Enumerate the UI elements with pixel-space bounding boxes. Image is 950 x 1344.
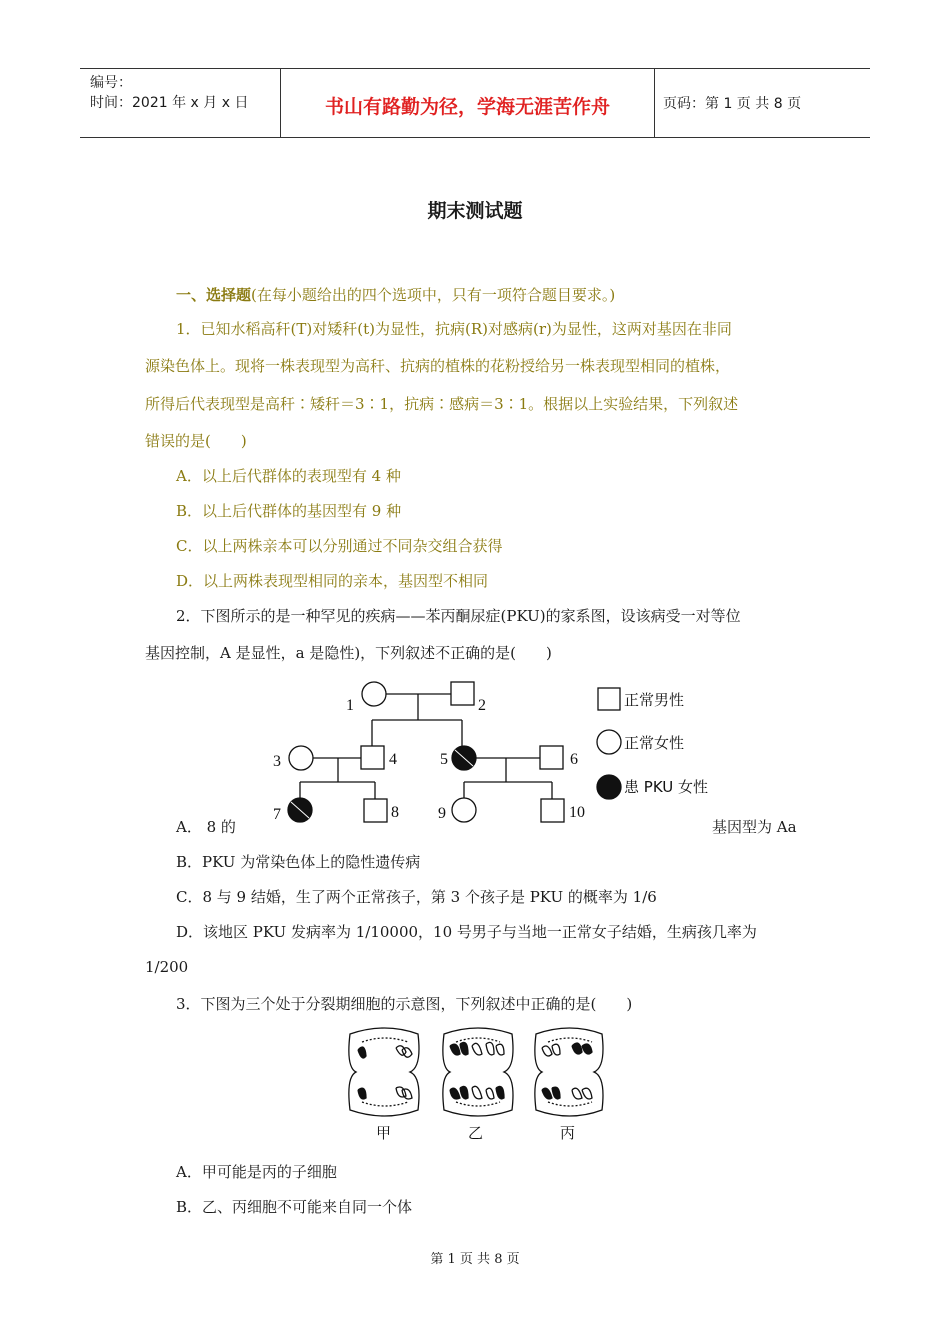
legend-male-symbol [598,688,620,710]
individual-2 [451,682,474,705]
label-8: 8 [391,804,399,821]
individual-4 [361,746,384,769]
q3-line-1: 3．下图为三个处于分裂期细胞的示意图，下列叙述中正确的是( ) [176,995,633,1013]
cell-label-yi: 乙 [468,1124,484,1142]
section-heading [176,284,615,305]
section-title: 一、选择题 [176,286,252,304]
label-10: 10 [569,804,585,821]
label-3: 3 [273,753,281,770]
motto: 书山有路勤为径，学海无涯苦作舟 [324,95,610,118]
header-middle [280,69,655,137]
legend-affected-label: 患 PKU 女性 [624,778,708,796]
legend-female-symbol [597,730,621,754]
q2-option-b: B．PKU 为常染色体上的隐性遗传病 [176,853,421,871]
time-label: 时间：2021 年 x 月 x 日 [90,95,249,111]
q2-option-c: C．8 与 9 结婚，生了两个正常孩子，第 3 个孩子是 PKU 的概率为 1/6 [176,888,657,906]
individual-3 [289,746,313,770]
q2-option-d-cont: 1/200 [145,958,189,976]
label-2: 2 [478,697,486,714]
cell-yi [443,1028,513,1116]
cell-label-bing: 丙 [560,1124,576,1142]
page-title: 期末测试题 [427,200,523,222]
page-footer: 第 1 页 共 8 页 [430,1252,520,1267]
q1-option-d: D．以上两株表现型相同的亲本，基因型不相同 [176,572,489,590]
q1-option-c: C．以上两株亲本可以分别通过不同杂交组合获得 [176,537,503,555]
q2-option-a-left: A． 8 的 [176,818,236,836]
cell-label-jia: 甲 [376,1124,392,1142]
q2-option-d: D．该地区 PKU 发病率为 1/10000，10 号男子与当地一正常女子结婚，生病孩几率为 [176,923,757,941]
label-6: 6 [570,751,578,768]
cell-jia [349,1028,419,1116]
q1-line-1: 1．已知水稻高秆(T)对矮秆(t)为显性，抗病(R)对感病(r)为显性，这两对基因在非同 [176,320,732,338]
pedigree-diagram [260,672,720,832]
legend-female-label: 正常女性 [624,734,685,752]
q1-option-a: A．以上后代群体的表现型有 4 种 [176,467,401,485]
header-left [80,69,280,137]
label-4: 4 [389,751,397,768]
q2-line-1: 2．下图所示的是一种罕见的疾病——苯丙酮尿症(PKU)的家系图，设该病受一对等位 [176,607,741,625]
q2-option-a-right: 基因型为 Aa [712,818,797,836]
q3-option-a: A．甲可能是丙的子细胞 [176,1163,337,1181]
section-note: (在每小题给出的四个选项中，只有一项符合题目要求。) [251,286,616,304]
q1-option-b: B．以上后代群体的基因型有 9 种 [176,502,402,520]
header-right [653,69,870,137]
label-7: 7 [273,806,281,823]
cell-division-diagram [340,1022,620,1147]
legend-male-label: 正常男性 [624,691,685,709]
label-5: 5 [440,751,448,768]
individual-1 [362,682,386,706]
individual-10 [541,799,564,822]
q1-line-2: 源染色体上。现将一株表现型为高秆、抗病的植株的花粉授给另一株表现型相同的植株， [145,357,731,375]
legend-affected-symbol [597,775,621,799]
label-9: 9 [438,805,446,822]
individual-8 [364,799,387,822]
individual-9 [452,798,476,822]
q2-line-2: 基因控制，A 是显性，a 是隐性)，下列叙述不正确的是( ) [145,644,552,662]
page-info: 页码：第 1 页 共 8 页 [663,96,802,112]
q3-option-b: B．乙、丙细胞不可能来自同一个体 [176,1198,413,1216]
individual-6 [540,746,563,769]
q1-line-4: 错误的是( ) [145,432,247,450]
page-header [80,68,870,138]
q1-line-3: 所得后代表现型是高秆∶矮秆＝3∶1，抗病∶感病＝3∶1。根据以上实验结果，下列叙述 [145,395,739,413]
cell-bing [535,1028,603,1116]
code-label: 编号： [90,75,132,91]
label-1: 1 [346,697,354,714]
